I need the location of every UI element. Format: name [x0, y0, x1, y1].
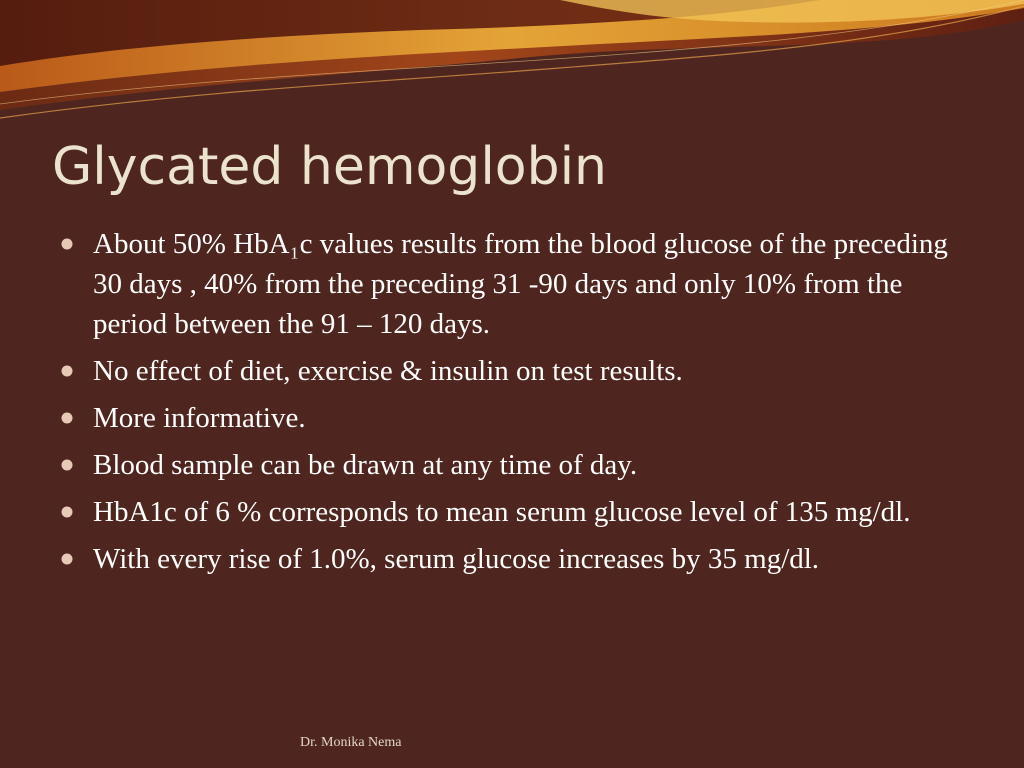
bullet-text: With every rise of 1.0%, serum glucose increases by 35 mg/dl. [93, 543, 820, 575]
bullet-icon [61, 553, 73, 565]
bullet-item [60, 398, 980, 438]
bullet-list [60, 224, 980, 586]
bullet-icon [61, 506, 73, 518]
bullet-icon [61, 365, 73, 377]
bullet-text: HbA1c of 6 % corresponds to mean serum glucose level of 135 mg/dl. [93, 496, 911, 528]
bullet-icon [61, 412, 73, 424]
bullet-item [60, 224, 980, 344]
bullet-icon [61, 238, 73, 250]
bullet-item [60, 539, 980, 579]
decorative-banner [0, 0, 1024, 130]
slide-title: Glycated hemoglobin [52, 137, 607, 197]
bullet-item [60, 492, 980, 532]
bullet-item [60, 445, 980, 485]
bullet-text: More informative. [93, 402, 306, 434]
footer-author: Dr. Monika Nema [300, 735, 402, 750]
bullet-text: About 50% HbA₁c values results from the blood glucose of the preceding 30 days , 40% from the preceding 31 -90 days and only 10% from the period between the 91 – 120 days. [93, 228, 948, 340]
bullet-text: No effect of diet, exercise & insulin on test results. [93, 355, 683, 387]
bullet-item [60, 351, 980, 391]
bullet-text: Blood sample can be drawn at any time of day. [93, 449, 638, 481]
bullet-icon [61, 459, 73, 471]
